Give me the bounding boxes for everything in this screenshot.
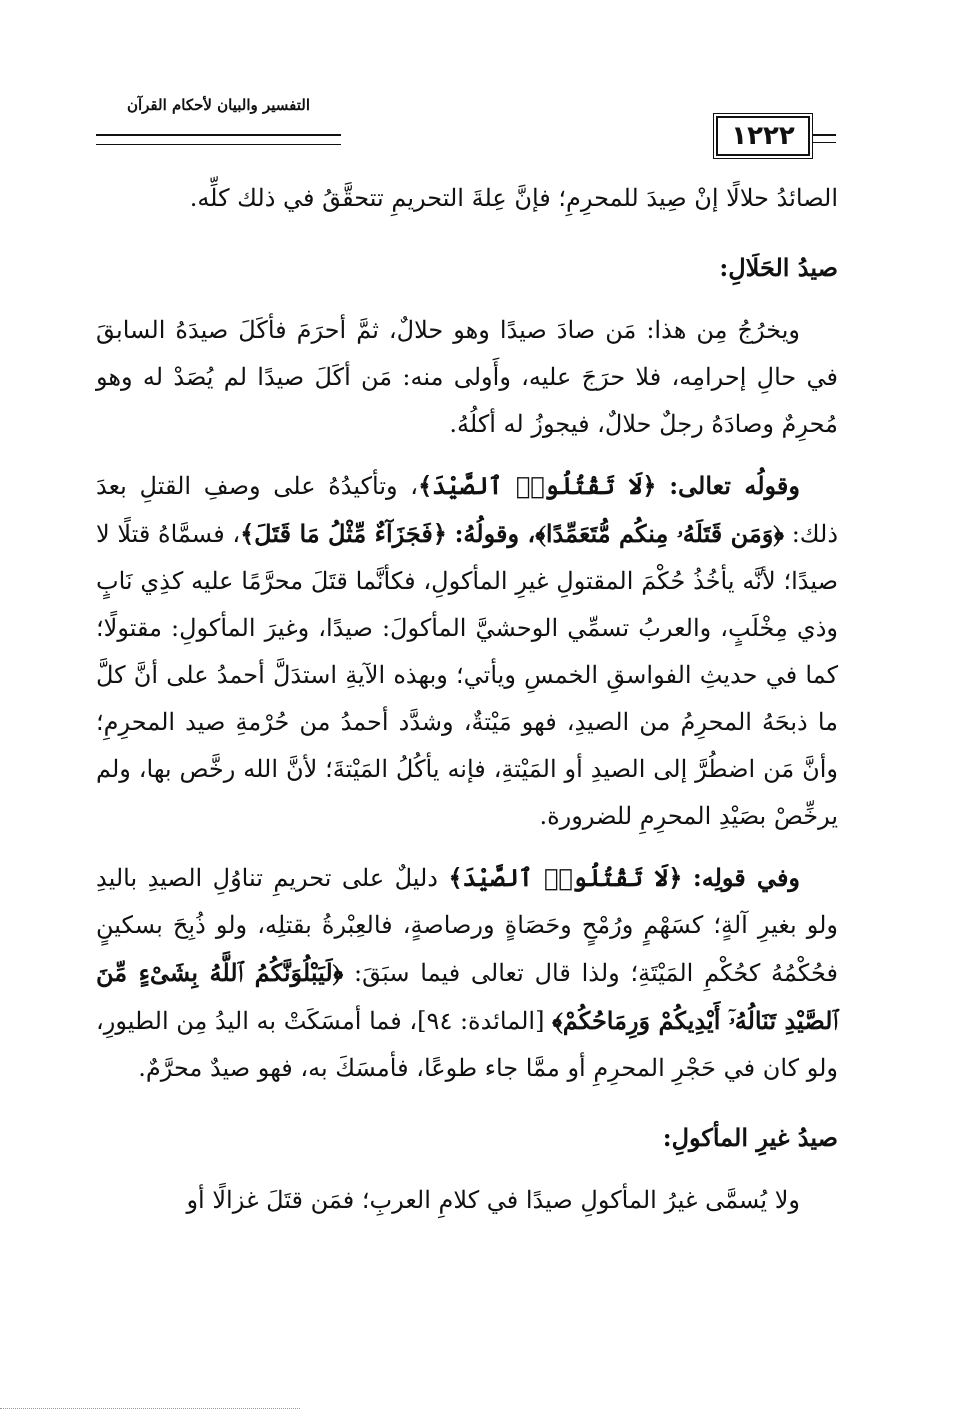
paragraph-text: ، وتأكيدُهُ على وصفِ القتلِ بعدَ ذلك: bbox=[96, 472, 838, 548]
paragraph bbox=[96, 462, 838, 840]
paragraph: ويخرُجُ مِن هذا: مَن صادَ صيدًا وهو حلالٌ، ثمَّ أحرَمَ فأكَلَ صيدَهُ السابقَ في حالِ إحرامِه، فلا حرَجَ عليه، وأَولى منه: مَن أكَلَ صيدًا لم يُصَدْ له وهو مُحرِمٌ وصادَهُ رجلٌ حلالٌ، فيجوزُ له أكلُهُ. bbox=[96, 316, 838, 438]
book-title: التفسير والبيان لأحكام القرآن bbox=[126, 96, 311, 114]
paragraph bbox=[96, 854, 838, 1092]
quran-verse: ﴿وَمَن قَتَلَهُۥ مِنكُم مُّتَعَمِّدًا﴾ bbox=[535, 519, 785, 548]
scan-edge bbox=[0, 1408, 300, 1415]
header-rule bbox=[96, 134, 341, 136]
paragraph-text: ، فسمَّاهُ قتلًا لا صيدًا؛ لأنَّه يأخُذُ حُكْمَ المقتولِ غيرِ المأكولِ، فكأنَّما قتَلَ محرَّمًا عليه كذِي نَابٍ وذي مِخْلَبٍ، والعربُ تسمِّي الوحشيَّ المأكولَ: صيدًا، وغيرَ المأكولِ: مقتولًا؛ كما في حديثِ الفواسقِ الخمسِ ويأتي؛ وبهذه الآيةِ استدَلَّ أحمدُ على أنَّ كلَّ ما ذبحَهُ المحرِمُ من الصيدِ، فهو مَيْتةٌ، وشدَّد أحمدُ من حُرْمةِ صيد المحرِمِ؛ وأنَّ مَن اضطُرَّ إلى الصيدِ أو المَيْتةِ، فإنه يأكُلُ المَيْتةَ؛ لأنَّ الله رخَّص بها، ولم يرخِّصْ بصَيْدِ المحرِمِ للضرورة. bbox=[96, 520, 838, 830]
quran-verse: ﴿لَا تَقْتُلُوا۟ ٱلصَّيْدَ﴾ bbox=[418, 471, 657, 500]
running-header bbox=[96, 96, 836, 166]
paragraph: ولا يُسمَّى غيرُ المأكولِ صيدًا في كلامِ العربِ؛ فمَن قتَلَ غزالًا أو bbox=[186, 1186, 800, 1214]
lead-phrase: وقولُه تعالى: bbox=[669, 471, 800, 500]
header-rule-thin bbox=[96, 144, 341, 145]
paragraph-text: ، فما أمسَكَتْ به اليدُ مِن الطيورِ، ولو كان في حَجْرِ المحرِمِ أو ممَّا جاء طوعًا، فأمسَكَ به، فهو صيدٌ محرَّمٌ. bbox=[96, 1007, 838, 1082]
spacer bbox=[96, 840, 838, 854]
page-number: ١٢٢٢ bbox=[716, 116, 810, 156]
quran-verse: ﴿فَجَزَآءٌ مِّثْلُ مَا قَتَلَ﴾ bbox=[240, 519, 447, 548]
section-heading: صيدُ غيرِ المأكولِ: bbox=[662, 1123, 838, 1152]
section-heading: صيدُ الحَلَالِ: bbox=[719, 253, 838, 282]
header-rule-right bbox=[812, 134, 836, 136]
spacer bbox=[96, 448, 838, 462]
quran-verse: ﴿لَيَبْلُوَنَّكُمُ ٱللَّهُ بِشَىْءٍ مِّنَ ٱلصَّيْدِ تَنَالُهُۥٓ أَيْدِيكُمْ وَرِمَاحُكُمْ﴾ bbox=[96, 958, 838, 1035]
header-rule-right-thin bbox=[812, 142, 836, 143]
paragraph: الصائدُ حلالًا إنْ صِيدَ للمحرِمِ؛ فإنَّ عِلةَ التحريمِ تتحقَّقُ في ذلك كلِّه. bbox=[189, 184, 838, 212]
paragraph-text: دليلٌ على تحريمِ تناوُلِ الصيدِ باليدِ ولو بغيرِ آلةٍ؛ كسَهْمٍ ورُمْحٍ وحَصَاةٍ ورصاصةٍ، فالعِبْرةُ بقتلِه، ولو ذُبِحَ بسكينٍ فحُكْمُهُ كحُكْمِ المَيْتَةِ؛ ولذا قال تعالى فيما سبَقَ: bbox=[96, 864, 838, 987]
lead-phrase: ، وقولُهُ: bbox=[454, 519, 536, 548]
verse-reference: [المائدة: ٩٤] bbox=[417, 1007, 545, 1035]
quran-verse: ﴿لَا تَقْتُلُوا۟ ٱلصَّيْدَ﴾ bbox=[448, 863, 683, 892]
page-body bbox=[96, 175, 838, 1224]
lead-phrase: وفي قولِه: bbox=[692, 863, 801, 892]
